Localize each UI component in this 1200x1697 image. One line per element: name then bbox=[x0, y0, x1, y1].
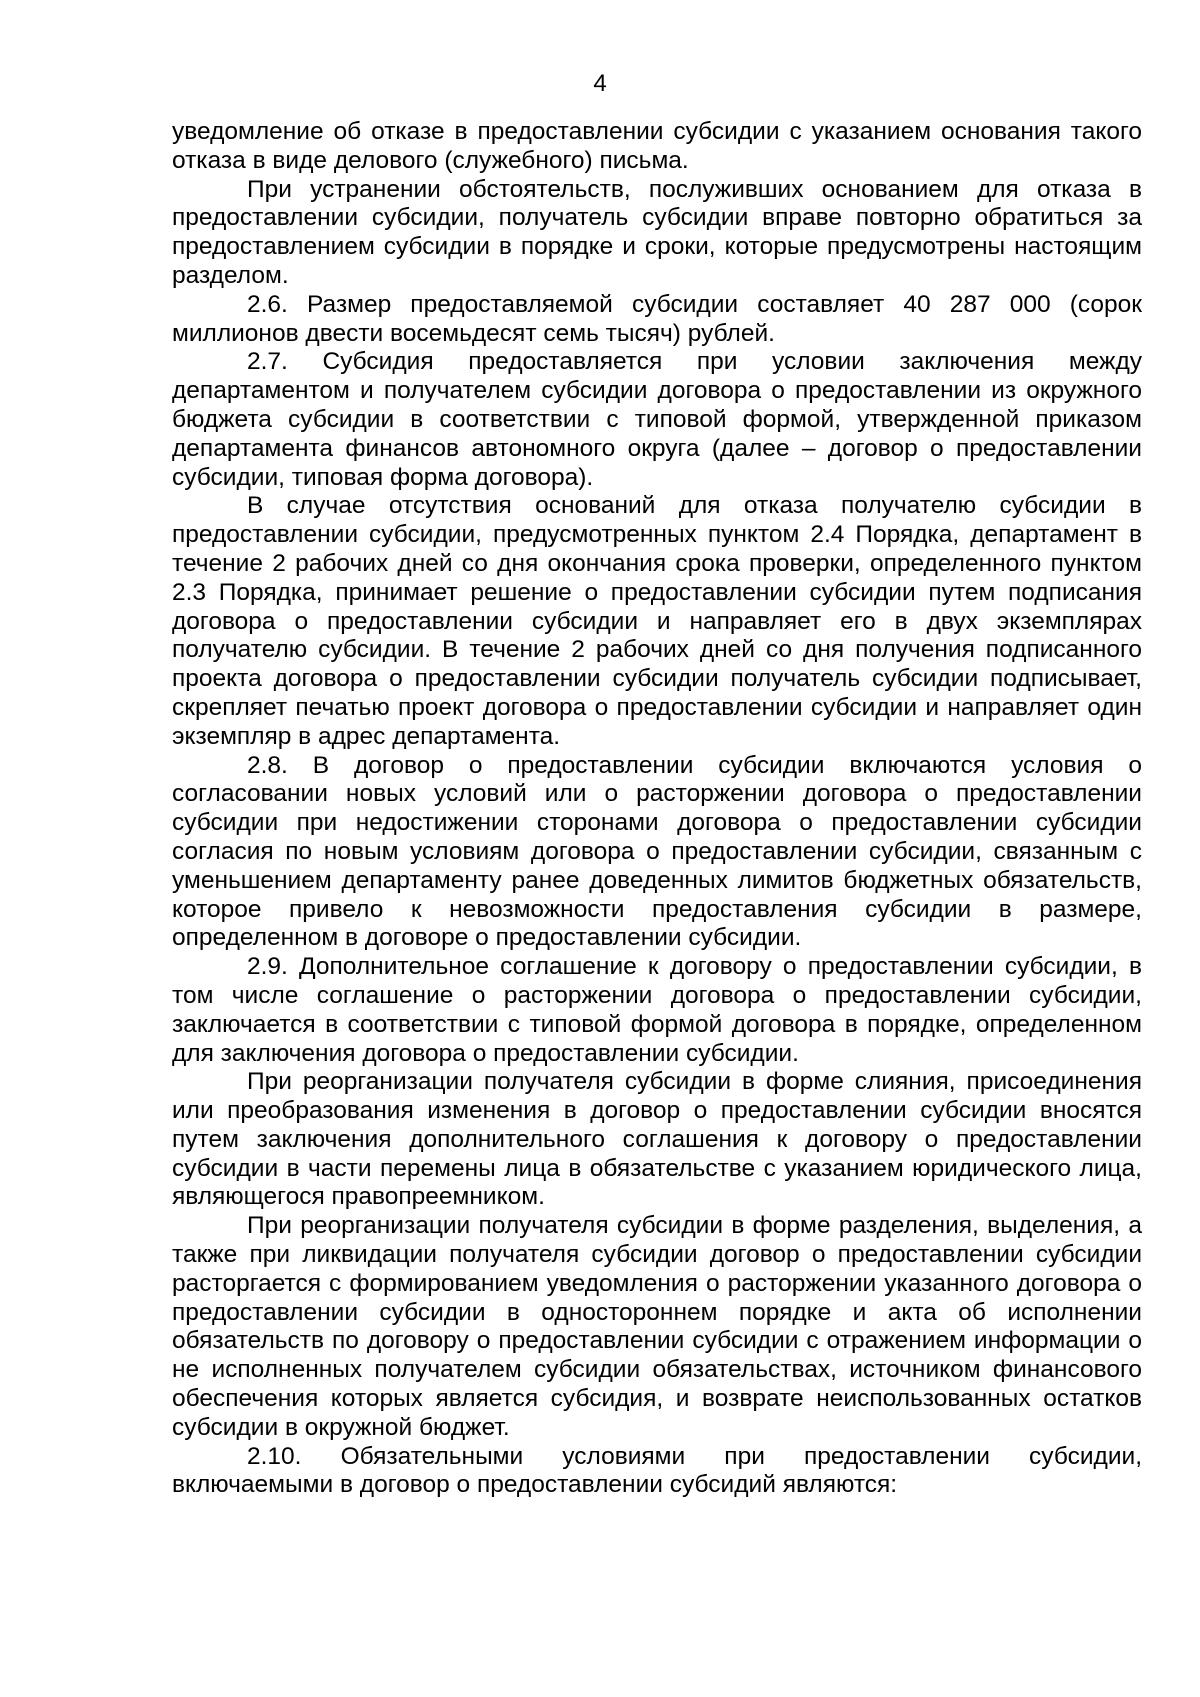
paragraph-notice-continuation: уведомление об отказе в предоставлении субсидии с указанием основания такого отказа в виде делового (служебного) письма. bbox=[172, 118, 1142, 174]
paragraph-reapply: При устранении обстоятельств, послуживших основанием для отказа в предоставлении субсидии, получатель субсидии вправе повторно обратиться за предоставлением субсидии в порядке и сроки, которые предусмотрены настоящим разделом. bbox=[172, 175, 1142, 289]
paragraph-2-10-mandatory: 2.10. Обязательными условиями при предоставлении субсидии, включаемыми в договор о предоставлении субсидий являются: bbox=[172, 1442, 1142, 1499]
paragraph-decision: В случае отсутствия оснований для отказа получателю субсидии в предоставлении субсидии, предусмотренных пунктом 2.4 Порядка, департамент в течение 2 рабочих дней со дня окончания срока проверки, определенного пунктом 2.3 Порядка, принимает решение о предоставлении субсидии путем подписания договора о предоставлении субсидии и направляет его в двух экземплярах получателю субсидии. В течение 2 рабочих дней со дня получения подписанного проекта договора о предоставлении субсидии получатель субсидии подписывает, скрепляет печатью проект договора о предоставлении субсидии и направляет один экземпляр в адрес департамента. bbox=[172, 492, 1142, 750]
paragraph-division: При реорганизации получателя субсидии в форме разделения, выделения, а также при ликвидации получателя субсидии договор о предоставлении субсидии расторгается с формированием уведомления о расторжении указанного договора о предоставлении субсидии в одностороннем порядке и акта об исполнении обязательств по договору о предоставлении субсидии с отражением информации о не исполненных получателем субсидии обязательствах, источником финансового обеспечения которых является субсидия, и возврате неиспользованных остатков субсидии в окружной бюджет. bbox=[172, 1212, 1142, 1441]
paragraph-2-7-agreement: 2.7. Субсидия предоставляется при условии заключения между департаментом и получателем субсидии договора о предоставлении из окружного бюджета субсидии в соответствии с типовой формой, утвержденной приказом департамента финансов автономного округа (далее – договор о предоставлении субсидии, типовая форма договора). bbox=[172, 348, 1142, 491]
page-number: 4 bbox=[593, 70, 607, 97]
paragraph-2-8-conditions: 2.8. В договор о предоставлении субсидии включаются условия о согласовании новых условий или о расторжении договора о предоставлении субсидии при недостижении сторонами договора о предоставлении субсидии согласия по новым условиям договора о предоставлении субсидии, связанным с уменьшением департаменту ранее доведенных лимитов бюджетных обязательств, которое привело к невозможности предоставления субсидии в размере, определенном в договоре о предоставлении субсидии. bbox=[172, 751, 1142, 952]
paragraph-2-9-supplementary: 2.9. Дополнительное соглашение к договору о предоставлении субсидии, в том числе соглашение о расторжении договора о предоставлении субсидии, заключается в соответствии с типовой формой договора в порядке, определенном для заключения договора о предоставлении субсидии. bbox=[172, 953, 1142, 1067]
document-body bbox=[172, 118, 1142, 1500]
paragraph-2-6-amount: 2.6. Размер предоставляемой субсидии составляет 40 287 000 (сорок миллионов двести восемьдесят семь тысяч) рублей. bbox=[172, 290, 1142, 347]
paragraph-merger: При реорганизации получателя субсидии в форме слияния, присоединения или преобразования изменения в договор о предоставлении субсидии вносятся путем заключения дополнительного соглашения к договору о предоставлении субсидии в части перемены лица в обязательстве с указанием юридического лица, являющегося правопреемником. bbox=[172, 1068, 1142, 1211]
